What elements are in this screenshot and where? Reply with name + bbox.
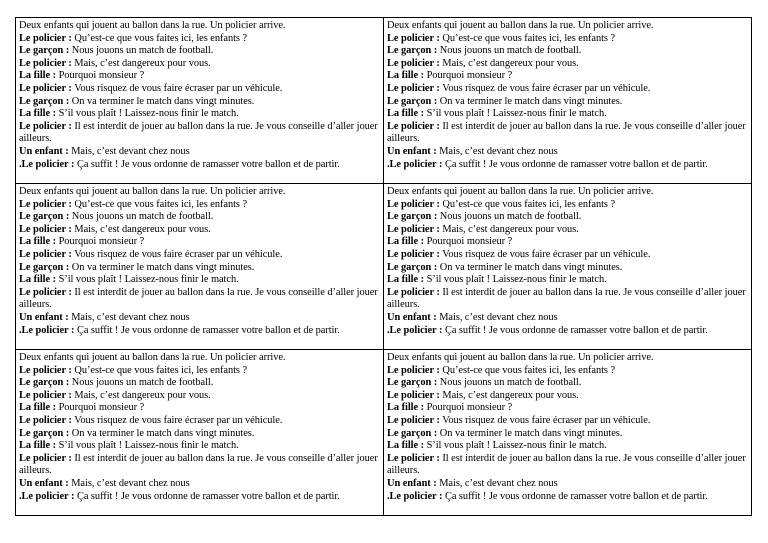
speaker-name: Le policier : xyxy=(387,32,440,44)
intro-line: Deux enfants qui jouent au ballon dans la rue. Un policier arrive. xyxy=(19,20,286,31)
dialogue-line xyxy=(19,211,381,224)
line-text: Il est interdit de jouer au ballon dans la rue. Je vous conseille d’aller jouer ailleurs. xyxy=(387,452,746,477)
speaker-name: .Le policier : xyxy=(387,324,443,336)
line-text: S’il vous plaît ! Laissez-nous finir le match. xyxy=(56,108,239,120)
speaker-name: Le policier : xyxy=(387,414,440,426)
dialogue-line xyxy=(19,108,381,121)
speaker-name: Un enfant : xyxy=(387,477,437,489)
line-text: Nous jouons un match de football. xyxy=(437,377,582,389)
line-text: Mais, c’est dangereux pour vous. xyxy=(439,57,579,69)
speaker-name: Le garçon : xyxy=(387,45,438,57)
dialogue-line xyxy=(19,365,381,378)
speaker-name: La fille : xyxy=(387,108,425,120)
line-text: Il est interdit de jouer au ballon dans la rue. Je vous conseille d’aller jouer ailleurs. xyxy=(387,286,746,311)
line-text: Il est interdit de jouer au ballon dans la rue. Je vous conseille d’aller jouer ailleurs. xyxy=(387,120,746,145)
line-text: Nous jouons un match de football. xyxy=(437,211,582,223)
dialogue-card xyxy=(384,350,752,516)
line-text: On va terminer le match dans vingt minutes. xyxy=(69,427,255,439)
line-text: Mais, c’est devant chez nous xyxy=(436,477,558,489)
speaker-name: Le policier : xyxy=(19,120,72,132)
speaker-name: Le policier : xyxy=(19,389,72,401)
speaker-name: Un enfant : xyxy=(19,477,69,489)
line-text: Mais, c’est devant chez nous xyxy=(436,311,558,323)
line-text: Pourquoi monsieur ? xyxy=(56,236,145,248)
speaker-name: Le policier : xyxy=(387,223,440,235)
speaker-name: Le policier : xyxy=(19,286,72,298)
dialogue-line xyxy=(387,453,749,478)
speaker-name: Le policier : xyxy=(387,389,440,401)
dialogue-line xyxy=(387,287,749,312)
speaker-name: Le garçon : xyxy=(387,211,438,223)
dialogue-line xyxy=(19,199,381,212)
intro-line: Deux enfants qui jouent au ballon dans la rue. Un policier arrive. xyxy=(387,186,654,197)
speaker-name: Le garçon : xyxy=(387,261,438,273)
line-text: Qu’est-ce que vous faites ici, les enfants ? xyxy=(439,32,616,44)
speaker-name: Le policier : xyxy=(387,286,440,298)
dialogue-line xyxy=(387,377,749,390)
dialogue-grid xyxy=(15,17,752,516)
dialogue-line xyxy=(387,159,749,172)
dialogue-card xyxy=(384,18,752,184)
dialogue-line xyxy=(387,478,749,491)
speaker-name: Le garçon : xyxy=(19,95,70,107)
dialogue-line xyxy=(387,415,749,428)
line-text: Mais, c’est devant chez nous xyxy=(68,477,190,489)
line-text: Pourquoi monsieur ? xyxy=(424,70,513,82)
dialogue-line xyxy=(387,491,749,504)
speaker-name: Le policier : xyxy=(19,248,72,260)
dialogue-line xyxy=(19,287,381,312)
speaker-name: Le policier : xyxy=(387,57,440,69)
dialogue-line xyxy=(19,390,381,403)
line-text: Vous risquez de vous faire écraser par un véhicule. xyxy=(71,414,283,426)
dialogue-line xyxy=(19,159,381,172)
speaker-name: Un enfant : xyxy=(19,145,69,157)
dialogue-line xyxy=(19,478,381,491)
dialogue-line xyxy=(19,402,381,415)
speaker-name: .Le policier : xyxy=(387,158,443,170)
dialogue-line xyxy=(19,96,381,109)
dialogue-line xyxy=(387,70,749,83)
line-text: Qu’est-ce que vous faites ici, les enfants ? xyxy=(439,364,616,376)
dialogue-line xyxy=(19,491,381,504)
dialogue-line xyxy=(387,199,749,212)
speaker-name: Le policier : xyxy=(19,452,72,464)
dialogue-line xyxy=(19,249,381,262)
line-text: Pourquoi monsieur ? xyxy=(56,70,145,82)
dialogue-line xyxy=(19,415,381,428)
line-text: Ça suffit ! Je vous ordonne de ramasser votre ballon et de partir. xyxy=(74,324,340,336)
dialogue-line xyxy=(387,236,749,249)
speaker-name: La fille : xyxy=(19,402,57,414)
dialogue-line xyxy=(387,312,749,325)
dialogue-line xyxy=(387,83,749,96)
dialogue-line xyxy=(19,224,381,237)
dialogue-line xyxy=(387,440,749,453)
speaker-name: Le garçon : xyxy=(19,377,70,389)
dialogue-text xyxy=(19,20,381,171)
line-text: On va terminer le match dans vingt minutes. xyxy=(437,95,623,107)
dialogue-line xyxy=(19,325,381,338)
dialogue-line xyxy=(387,108,749,121)
line-text: S’il vous plaît ! Laissez-nous finir le match. xyxy=(56,274,239,286)
line-text: Mais, c’est dangereux pour vous. xyxy=(71,223,211,235)
dialogue-card xyxy=(16,350,384,516)
line-text: S’il vous plaît ! Laissez-nous finir le match. xyxy=(424,108,607,120)
speaker-name: Le policier : xyxy=(387,364,440,376)
dialogue-line xyxy=(387,365,749,378)
line-text: Vous risquez de vous faire écraser par un véhicule. xyxy=(439,414,651,426)
speaker-name: Un enfant : xyxy=(387,145,437,157)
speaker-name: Le policier : xyxy=(387,120,440,132)
line-text: Ça suffit ! Je vous ordonne de ramasser votre ballon et de partir. xyxy=(442,490,708,502)
speaker-name: Le policier : xyxy=(19,198,72,210)
speaker-name: La fille : xyxy=(19,236,57,248)
line-text: On va terminer le match dans vingt minutes. xyxy=(437,427,623,439)
intro-line: Deux enfants qui jouent au ballon dans la rue. Un policier arrive. xyxy=(19,186,286,197)
speaker-name: La fille : xyxy=(387,236,425,248)
dialogue-line xyxy=(387,121,749,146)
dialogue-text xyxy=(387,20,749,171)
line-text: Nous jouons un match de football. xyxy=(69,45,214,57)
line-text: Qu’est-ce que vous faites ici, les enfants ? xyxy=(71,32,248,44)
line-text: Ça suffit ! Je vous ordonne de ramasser votre ballon et de partir. xyxy=(442,324,708,336)
speaker-name: Le policier : xyxy=(19,414,72,426)
speaker-name: La fille : xyxy=(19,108,57,120)
speaker-name: Le policier : xyxy=(387,198,440,210)
intro-line: Deux enfants qui jouent au ballon dans la rue. Un policier arrive. xyxy=(387,20,654,31)
line-text: Il est interdit de jouer au ballon dans la rue. Je vous conseille d’aller jouer ailleurs. xyxy=(19,452,378,477)
speaker-name: Un enfant : xyxy=(387,311,437,323)
line-text: Mais, c’est devant chez nous xyxy=(68,145,190,157)
line-text: Nous jouons un match de football. xyxy=(69,211,214,223)
speaker-name: Le policier : xyxy=(19,82,72,94)
dialogue-line xyxy=(387,58,749,71)
dialogue-line xyxy=(19,453,381,478)
line-text: Mais, c’est devant chez nous xyxy=(436,145,558,157)
dialogue-line xyxy=(387,146,749,159)
dialogue-line xyxy=(387,211,749,224)
line-text: Qu’est-ce que vous faites ici, les enfants ? xyxy=(71,198,248,210)
line-text: Qu’est-ce que vous faites ici, les enfants ? xyxy=(439,198,616,210)
dialogue-line xyxy=(19,428,381,441)
dialogue-line xyxy=(19,58,381,71)
line-text: S’il vous plaît ! Laissez-nous finir le match. xyxy=(424,274,607,286)
grid-row xyxy=(16,18,752,184)
dialogue-line xyxy=(387,402,749,415)
speaker-name: La fille : xyxy=(387,70,425,82)
grid-row xyxy=(16,350,752,516)
dialogue-line xyxy=(19,440,381,453)
line-text: On va terminer le match dans vingt minutes. xyxy=(69,95,255,107)
line-text: Mais, c’est dangereux pour vous. xyxy=(71,57,211,69)
speaker-name: .Le policier : xyxy=(19,158,75,170)
line-text: Ça suffit ! Je vous ordonne de ramasser votre ballon et de partir. xyxy=(442,158,708,170)
line-text: Nous jouons un match de football. xyxy=(69,377,214,389)
speaker-name: La fille : xyxy=(19,70,57,82)
line-text: Qu’est-ce que vous faites ici, les enfants ? xyxy=(71,364,248,376)
line-text: Mais, c’est dangereux pour vous. xyxy=(71,389,211,401)
speaker-name: Le policier : xyxy=(19,223,72,235)
speaker-name: Le garçon : xyxy=(387,377,438,389)
dialogue-line xyxy=(19,146,381,159)
speaker-name: La fille : xyxy=(19,440,57,452)
dialogue-line xyxy=(387,96,749,109)
line-text: Vous risquez de vous faire écraser par un véhicule. xyxy=(439,248,651,260)
speaker-name: Le policier : xyxy=(387,82,440,94)
intro-line: Deux enfants qui jouent au ballon dans la rue. Un policier arrive. xyxy=(387,352,654,363)
dialogue-text xyxy=(19,352,381,503)
intro-line: Deux enfants qui jouent au ballon dans la rue. Un policier arrive. xyxy=(19,352,286,363)
dialogue-card xyxy=(16,18,384,184)
dialogue-line xyxy=(387,325,749,338)
line-text: Mais, c’est dangereux pour vous. xyxy=(439,389,579,401)
line-text: Vous risquez de vous faire écraser par un véhicule. xyxy=(71,248,283,260)
speaker-name: Un enfant : xyxy=(19,311,69,323)
line-text: Mais, c’est dangereux pour vous. xyxy=(439,223,579,235)
dialogue-line xyxy=(19,121,381,146)
dialogue-line xyxy=(387,224,749,237)
line-text: Ça suffit ! Je vous ordonne de ramasser votre ballon et de partir. xyxy=(74,490,340,502)
line-text: Pourquoi monsieur ? xyxy=(424,236,513,248)
speaker-name: .Le policier : xyxy=(387,490,443,502)
line-text: S’il vous plaît ! Laissez-nous finir le match. xyxy=(424,440,607,452)
dialogue-line xyxy=(19,377,381,390)
line-text: Mais, c’est devant chez nous xyxy=(68,311,190,323)
line-text: Pourquoi monsieur ? xyxy=(56,402,145,414)
dialogue-line xyxy=(19,274,381,287)
dialogue-line xyxy=(19,33,381,46)
speaker-name: Le policier : xyxy=(19,364,72,376)
speaker-name: Le policier : xyxy=(19,57,72,69)
dialogue-line xyxy=(387,428,749,441)
line-text: Il est interdit de jouer au ballon dans la rue. Je vous conseille d’aller jouer ailleurs. xyxy=(19,286,378,311)
speaker-name: Le garçon : xyxy=(387,427,438,439)
dialogue-text xyxy=(387,352,749,503)
speaker-name: Le garçon : xyxy=(19,211,70,223)
dialogue-line xyxy=(387,274,749,287)
dialogue-line xyxy=(19,70,381,83)
dialogue-line xyxy=(19,45,381,58)
dialogue-line xyxy=(19,312,381,325)
dialogue-line xyxy=(19,262,381,275)
dialogue-card xyxy=(16,184,384,350)
speaker-name: Le garçon : xyxy=(19,427,70,439)
speaker-name: Le policier : xyxy=(387,248,440,260)
speaker-name: Le policier : xyxy=(19,32,72,44)
dialogue-line xyxy=(387,249,749,262)
dialogue-line xyxy=(387,390,749,403)
speaker-name: Le garçon : xyxy=(387,95,438,107)
line-text: Ça suffit ! Je vous ordonne de ramasser votre ballon et de partir. xyxy=(74,158,340,170)
speaker-name: Le garçon : xyxy=(19,45,70,57)
speaker-name: Le policier : xyxy=(387,452,440,464)
line-text: Pourquoi monsieur ? xyxy=(424,402,513,414)
speaker-name: .Le policier : xyxy=(19,324,75,336)
speaker-name: La fille : xyxy=(387,402,425,414)
dialogue-line xyxy=(19,83,381,96)
dialogue-text xyxy=(19,186,381,337)
line-text: Vous risquez de vous faire écraser par un véhicule. xyxy=(439,82,651,94)
line-text: Nous jouons un match de football. xyxy=(437,45,582,57)
dialogue-line xyxy=(387,33,749,46)
speaker-name: Le garçon : xyxy=(19,261,70,273)
dialogue-card xyxy=(384,184,752,350)
speaker-name: La fille : xyxy=(19,274,57,286)
dialogue-line xyxy=(387,45,749,58)
dialogue-text xyxy=(387,186,749,337)
speaker-name: La fille : xyxy=(387,440,425,452)
line-text: Il est interdit de jouer au ballon dans la rue. Je vous conseille d’aller jouer ailleurs. xyxy=(19,120,378,145)
line-text: On va terminer le match dans vingt minutes. xyxy=(437,261,623,273)
grid-row xyxy=(16,184,752,350)
speaker-name: .Le policier : xyxy=(19,490,75,502)
line-text: S’il vous plaît ! Laissez-nous finir le match. xyxy=(56,440,239,452)
line-text: On va terminer le match dans vingt minutes. xyxy=(69,261,255,273)
dialogue-line xyxy=(387,262,749,275)
speaker-name: La fille : xyxy=(387,274,425,286)
dialogue-line xyxy=(19,236,381,249)
line-text: Vous risquez de vous faire écraser par un véhicule. xyxy=(71,82,283,94)
